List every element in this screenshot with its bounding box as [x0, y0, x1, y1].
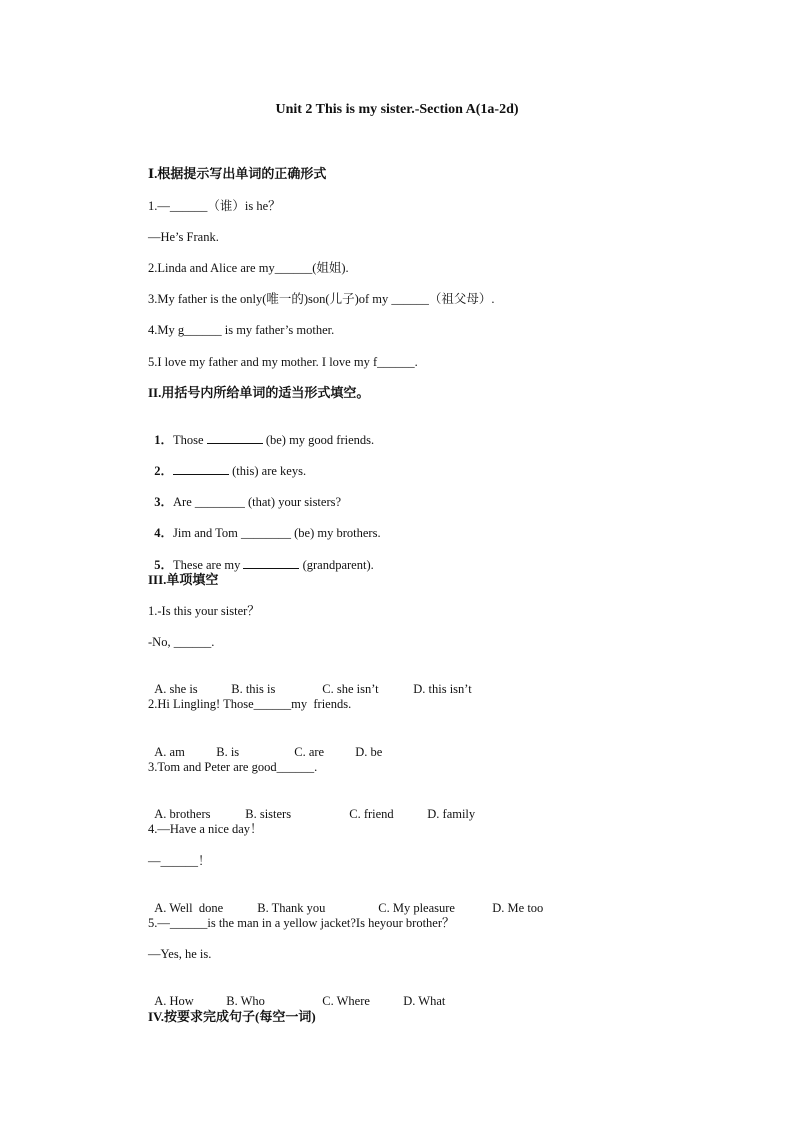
option-d[interactable]: D. Me too: [492, 901, 544, 915]
s2-item-number: 5．: [154, 558, 174, 572]
answer-blank[interactable]: [207, 432, 263, 444]
s1-question-4: 4.My g______ is my father’s mother.: [148, 323, 335, 337]
s3-question-5-reply: —Yes, he is.: [148, 947, 212, 961]
answer-blank[interactable]: [173, 463, 229, 475]
s2-item-number: 1．: [154, 433, 174, 447]
s3-question-3: 3.Tom and Peter are good______.: [148, 760, 318, 774]
option-d[interactable]: D. be: [355, 745, 383, 759]
page-title: Unit 2 This is my sister.-Section A(1a-2d): [275, 102, 519, 117]
s3-question-1-reply: -No, ______.: [148, 635, 215, 649]
option-b[interactable]: B. sisters: [245, 807, 292, 821]
option-a[interactable]: A. she is: [154, 682, 198, 696]
s1-question-5: 5.I love my father and my mother. I love my f______.: [148, 355, 418, 369]
s2-item-text: Jim and Tom ________ (be) my brothers.: [173, 526, 381, 540]
option-a[interactable]: A. brothers: [154, 807, 211, 821]
option-d[interactable]: D. family: [427, 807, 476, 821]
option-b[interactable]: B. Who: [226, 994, 265, 1008]
s2-item-text: These are my: [173, 558, 244, 572]
option-d[interactable]: D. What: [403, 994, 446, 1008]
option-c[interactable]: C. friend: [349, 807, 394, 821]
option-d[interactable]: D. this isn’t: [413, 682, 472, 696]
s2-item-2: [148, 447, 306, 479]
s2-item-text: Are ________ (that) your sisters?: [173, 495, 342, 509]
answer-blank[interactable]: [243, 557, 299, 569]
s2-item-text: (be) my good friends.: [262, 433, 375, 447]
s3-q4-options: [148, 884, 543, 916]
option-c[interactable]: C. My pleasure: [378, 901, 455, 915]
section-3-heading: III.单项填空: [148, 572, 219, 587]
option-c[interactable]: C. Where: [322, 994, 370, 1008]
section-2-heading: II.用括号内所给单词的适当形式填空。: [148, 385, 370, 400]
option-b[interactable]: B. Thank you: [257, 901, 326, 915]
s3-question-4: 4.—Have a nice day！: [148, 822, 263, 836]
section-1-heading: Ⅰ.根据提示写出单词的正确形式: [148, 166, 327, 181]
s1-answer-1: —He’s Frank.: [148, 230, 219, 244]
s1-question-1: 1.—______（谁）is he？: [148, 199, 281, 213]
s3-question-2: 2.Hi Lingling! Those______my friends.: [148, 697, 352, 711]
s1-question-3: 3.My father is the only(唯一的)son(儿子)of my ______（祖父母）.: [148, 292, 495, 306]
option-c[interactable]: C. are: [294, 745, 325, 759]
s3-question-5: 5.—______is the man in a yellow jacket?Is heyour brother？: [148, 916, 455, 930]
option-c[interactable]: C. she isn’t: [322, 682, 379, 696]
option-b[interactable]: B. this is: [231, 682, 276, 696]
s2-item-number: 4．: [154, 526, 174, 540]
s1-question-2: 2.Linda and Alice are my______(姐姐).: [148, 261, 349, 275]
s2-item-number: 3．: [154, 495, 174, 509]
option-a[interactable]: A. am: [154, 745, 185, 759]
s2-item-text: (this) are keys.: [229, 464, 307, 478]
s3-q5-options: [148, 977, 445, 1009]
s2-item-number: 2．: [154, 464, 174, 478]
s3-q1-options: [148, 665, 472, 697]
s2-item-text: (grandparent).: [299, 558, 374, 572]
s2-item-3: [148, 478, 341, 510]
s3-question-1: 1.-Is this your sister？: [148, 604, 260, 618]
section-4-heading: IV.按要求完成句子(每空一词): [148, 1009, 316, 1024]
s2-item-text: Those: [173, 433, 207, 447]
s3-q3-options: [148, 790, 475, 822]
option-a[interactable]: A. How: [154, 994, 194, 1008]
s2-item-5: [148, 541, 374, 573]
option-a[interactable]: A. Well done: [154, 901, 224, 915]
s3-question-4-reply: —______！: [148, 854, 211, 868]
s2-item-4: [148, 509, 381, 541]
s2-item-1: [148, 416, 374, 448]
s3-q2-options: [148, 728, 382, 760]
option-b[interactable]: B. is: [216, 745, 240, 759]
